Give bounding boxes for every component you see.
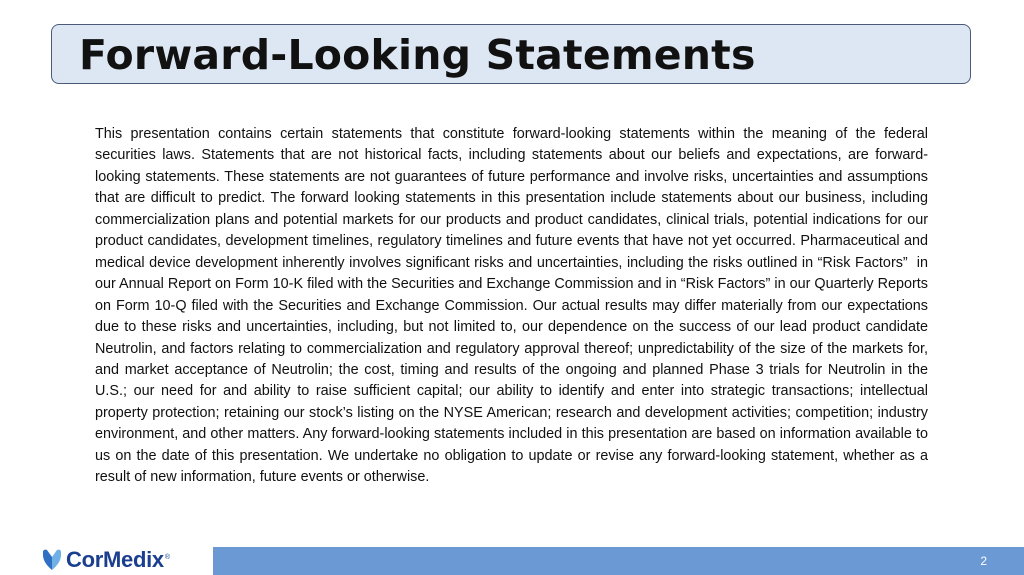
forward-looking-disclaimer-text: This presentation contains certain statements that constitute forward-looking statements within the meaning of the federal securities laws. Statements that are not historical facts, including statements about our beliefs and expectations, are forward-looking statements. These statements are not guarantees of future performance and involve risks, uncertainties and assumptions that are difficult to predict. The forward looking statements in this presentation include statements about our business, including commercialization plans and potential markets for our products and product candidates, clinical trials, potential indications for our product candidates, development timelines, regulatory timelines and future events that have not yet occurred. Pharmaceutical and medical device development inherently involves significant risks and uncertainties, including the risks outlined in “Risk Factors” in our Annual Report on Form 10-K filed with the Securities and Exchange Commission and in “Risk Factors” in our Quarterly Reports on Form 10-Q filed with the Securities and Exchange Commission. Our actual results may differ materially from our expectations due to these risks and uncertainties, including, but not limited to, our dependence on the success of our lead product candidate Neutrolin, and factors relating to commercialization and regulatory approval thereof; unpredictability of the size of the markets for, and market acceptance of Neutrolin; the cost, timing and results of the ongoing and planned Phase 3 trials for Neutrolin in the U.S.; our need for and ability to raise sufficient capital; our ability to identify and enter into strategic transactions; intellectual property protection; retaining our stock’s listing on the NYSE American; research and development activities; competition; industry environment, and other matters. Any forward-looking statements included in this presentation are based on information available to us on the date of this presentation. We undertake no obligation to update or revise any forward-looking statement, whether as a result of new information, future events or otherwise.: [95, 126, 932, 486]
page-number: 2: [980, 554, 987, 568]
logo-wordmark: CorMedix: [66, 547, 164, 572]
logo-trademark: ®: [164, 554, 171, 561]
company-logo: [40, 548, 170, 572]
slide-title: Forward-Looking Statements: [79, 31, 756, 79]
cormedix-heart-icon: [40, 548, 64, 572]
footer-bar: [213, 547, 1024, 575]
title-banner: [51, 24, 971, 84]
